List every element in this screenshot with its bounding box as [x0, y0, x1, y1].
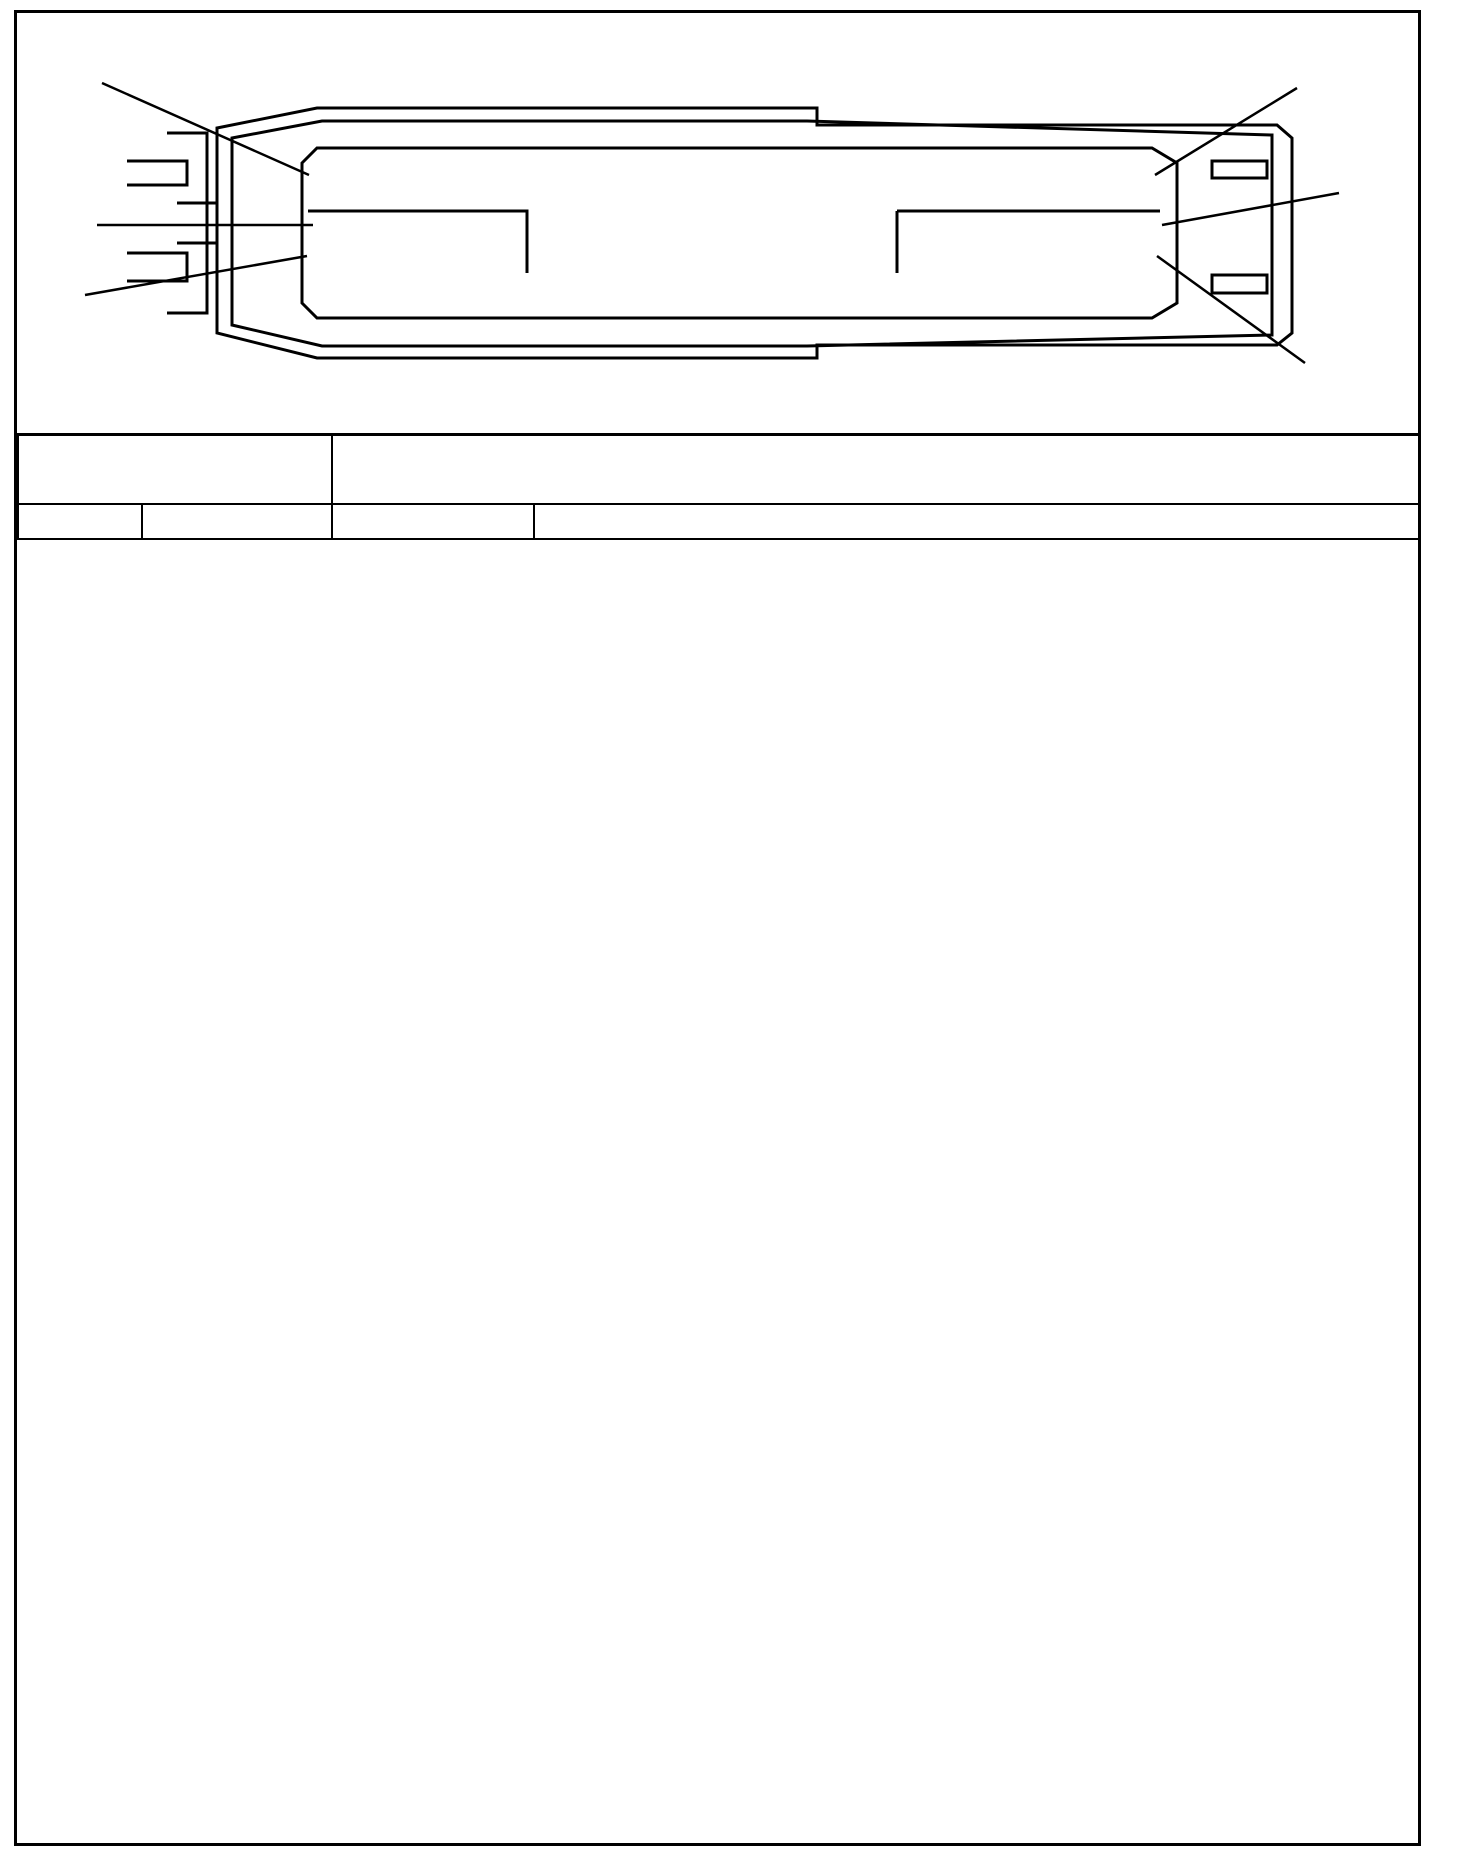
pinout-table: [17, 433, 1420, 540]
header-pin: [18, 504, 142, 539]
connector-drawing: [17, 13, 1418, 433]
document-frame: [14, 10, 1421, 1846]
header-circuit: [332, 504, 534, 539]
connector-info-row: [18, 434, 1419, 504]
connector-info-item: [373, 469, 1418, 501]
connector-info-label: [18, 434, 332, 504]
connector-diagram: [17, 13, 1418, 436]
header-wire-color: [142, 504, 332, 539]
connector-info-items: [332, 434, 1419, 504]
header-function: [534, 504, 1419, 539]
table-header-row: [18, 504, 1419, 539]
connector-info-item: [373, 437, 1418, 469]
